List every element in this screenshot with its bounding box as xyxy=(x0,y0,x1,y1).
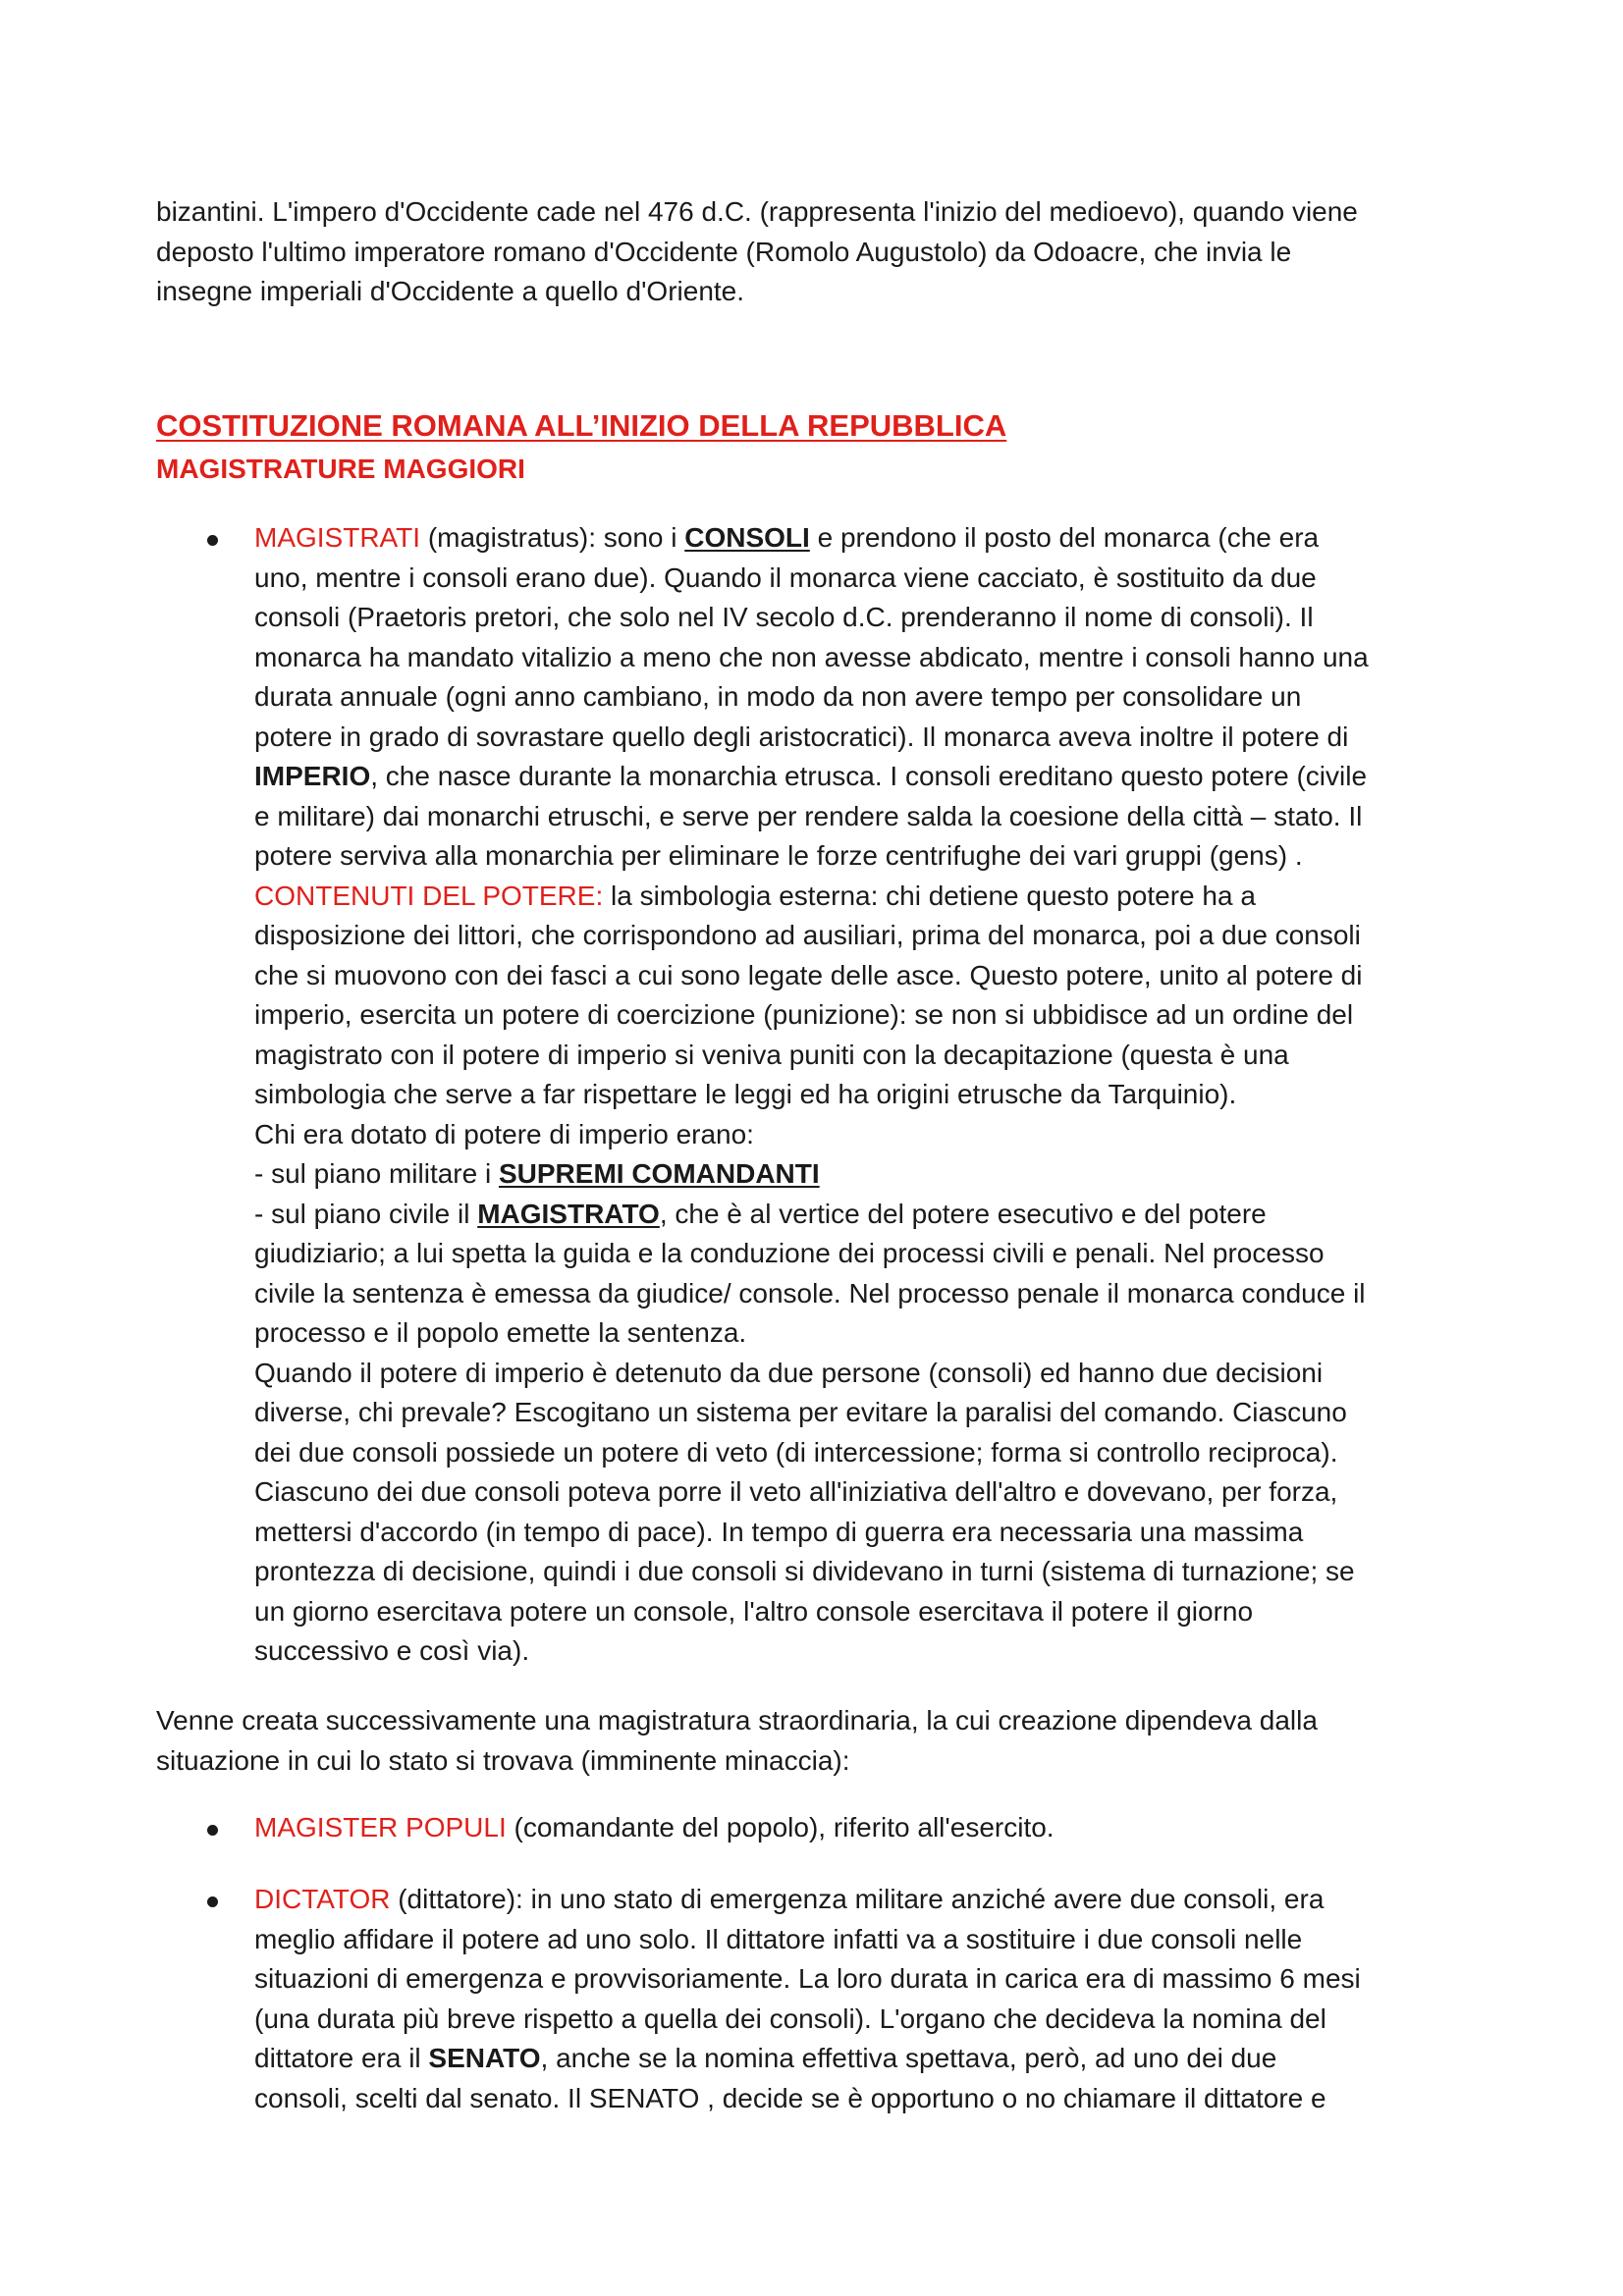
text-line: simbologia che serve a far rispettare le leggi ed ha origini etrusche da Tarquinio). xyxy=(254,1079,1237,1109)
magistrati-label: MAGISTRATI xyxy=(254,522,421,553)
contenuti-label: CONTENUTI DEL POTERE: xyxy=(254,880,604,911)
senato-term: SENATO xyxy=(428,2043,541,2073)
text-line: Quando il potere di imperio è detenuto da due persone (consoli) ed hanno due decisioni xyxy=(254,1357,1324,1388)
text-line: - sul piano civile il MAGISTRATO, che è al vertice del potere esecutivo e del potere xyxy=(254,1198,1267,1229)
bullet-icon xyxy=(207,1896,218,1907)
text-line: - sul piano militare i SUPREMI COMANDANTI xyxy=(254,1158,820,1189)
text-line: uno, mentre i consoli erano due). Quando il monarca viene cacciato, è sostituito da due xyxy=(254,561,1317,593)
bullet-icon xyxy=(207,535,218,546)
magister-populi-item xyxy=(254,1808,1503,1848)
intro-paragraph xyxy=(156,192,1501,312)
supremi-comandanti-term: SUPREMI COMANDANTI xyxy=(498,1158,820,1189)
text-line: (una durata più breve rispetto a quella dei consoli). L'organo che decideva la nomina del xyxy=(254,2002,1326,2034)
text-line: prontezza di decisione, quindi i due consoli si dividevano in turni (sistema di turnazione; se xyxy=(254,1556,1355,1586)
text-line: magistrato con il potere di imperio si veniva puniti con la decapitazione (questa è una xyxy=(254,1039,1289,1070)
text-line: DICTATOR (dittatore): in uno stato di emergenza militare anziché avere due consoli, era xyxy=(254,1884,1325,1914)
text-line: Chi era dotato di potere di imperio erano: xyxy=(254,1118,754,1149)
imperio-term: IMPERIO xyxy=(254,761,371,791)
text-line: durata annuale (ogni anno cambiano, in modo da non avere tempo per consolidare un xyxy=(254,681,1302,712)
text-line: processo e il popolo emette la sentenza. xyxy=(254,1317,747,1348)
text-line: disposizione dei littori, che corrispondono ad ausiliari, prima del monarca, poi a due consoli xyxy=(254,920,1361,950)
text-line: civile la sentenza è emessa da giudice/ console. Nel processo penale il monarca conduce il xyxy=(254,1277,1366,1308)
magistrato-term: MAGISTRATO xyxy=(477,1198,660,1229)
text-line: che si muovono con dei fasci a cui sono legate delle asce. Questo potere, unito al potere di xyxy=(254,959,1363,990)
straordinaria-paragraph xyxy=(156,1701,1501,1781)
bullet-icon xyxy=(207,1825,218,1836)
subsection-title: MAGISTRATURE MAGGIORI xyxy=(156,454,525,484)
consoli-term: CONSOLI xyxy=(684,522,810,553)
dictator-item xyxy=(254,1880,1503,2118)
text-line: insegne imperiali d'Occidente a quello d'Oriente. xyxy=(156,276,745,306)
text-line: imperio, esercita un potere di coercizione (punizione): se non si ubbidisce ad un ordine del xyxy=(254,999,1354,1030)
text-line: diverse, chi prevale? Escogitano un sistema per evitare la paralisi del comando. Ciascuno xyxy=(254,1397,1347,1427)
magistrati-item xyxy=(254,518,1503,1672)
text-line: mettersi d'accordo (in tempo di pace). In tempo di guerra era necessaria una massima xyxy=(254,1516,1304,1547)
text-line: e militare) dai monarchi etruschi, e serve per rendere salda la coesione della città – stato. Il xyxy=(254,800,1363,831)
text-line: MAGISTER POPULI (comandante del popolo), riferito all'esercito. xyxy=(254,1812,1055,1842)
text-line: successivo e così via). xyxy=(254,1635,530,1666)
text-line: situazioni di emergenza e provvisoriamente. La loro durata in carica era di massimo 6 mesi xyxy=(254,1963,1361,1994)
text-line: bizantini. L'impero d'Occidente cade nel 476 d.C. (rappresenta l'inizio del medioevo), quando viene xyxy=(156,196,1358,227)
text-line: Ciascuno dei due consoli poteva porre il veto all'iniziativa dell'altro e dovevano, per forza, xyxy=(254,1476,1338,1507)
text-line: dei due consoli possiede un potere di veto (di intercessione; forma si controllo reciproca). xyxy=(254,1436,1338,1468)
dictator-label: DICTATOR xyxy=(254,1884,391,1914)
text-line: CONTENUTI DEL POTERE: la simbologia esterna: chi detiene questo potere ha a xyxy=(254,880,1256,911)
text-line: consoli, scelti dal senato. Il SENATO , decide se è opportuno o no chiamare il dittatore e xyxy=(254,2082,1326,2113)
text-line: deposto l'ultimo imperatore romano d'Occidente (Romolo Augustolo) da Odoacre, che invia le xyxy=(156,236,1292,267)
text-line: Venne creata successivamente una magistratura straordinaria, la cui creazione dipendeva dalla xyxy=(156,1705,1318,1735)
magister-populi-label: MAGISTER POPULI xyxy=(254,1812,507,1842)
text-line: IMPERIO, che nasce durante la monarchia etrusca. I consoli ereditano questo potere (civile xyxy=(254,761,1368,791)
text-line: MAGISTRATI (magistratus): sono i CONSOLI e prendono il posto del monarca (che era xyxy=(254,522,1320,553)
text-line: potere serviva alla monarchia per eliminare le forze centrifughe dei vari gruppi (gens) . xyxy=(254,840,1303,871)
text-line: dittatore era il SENATO, anche se la nomina effettiva spettava, però, ad uno dei due xyxy=(254,2043,1277,2073)
section-title: COSTITUZIONE ROMANA ALL’INIZIO DELLA REPUBBLICA xyxy=(156,408,1007,443)
text-line: situazione in cui lo stato si trovava (imminente minaccia): xyxy=(156,1744,850,1776)
text-line: consoli (Praetoris pretori, che solo nel IV secolo d.C. prenderanno il nome di consoli). Il xyxy=(254,602,1314,632)
text-line: meglio affidare il potere ad uno solo. Il dittatore infatti va a sostituire i due consoli nelle xyxy=(254,1923,1303,1954)
text-line: monarca ha mandato vitalizio a meno che non avesse abdicato, mentre i consoli hanno una xyxy=(254,641,1369,672)
text-line: potere in grado di sovrastare quello degli aristocratici). Il monarca aveva inoltre il potere di xyxy=(254,721,1349,752)
text-line: giudiziario; a lui spetta la guida e la conduzione dei processi civili e penali. Nel processo xyxy=(254,1238,1325,1268)
text-line: un giorno esercitava potere un console, l'altro console esercitava il potere il giorno xyxy=(254,1595,1254,1627)
